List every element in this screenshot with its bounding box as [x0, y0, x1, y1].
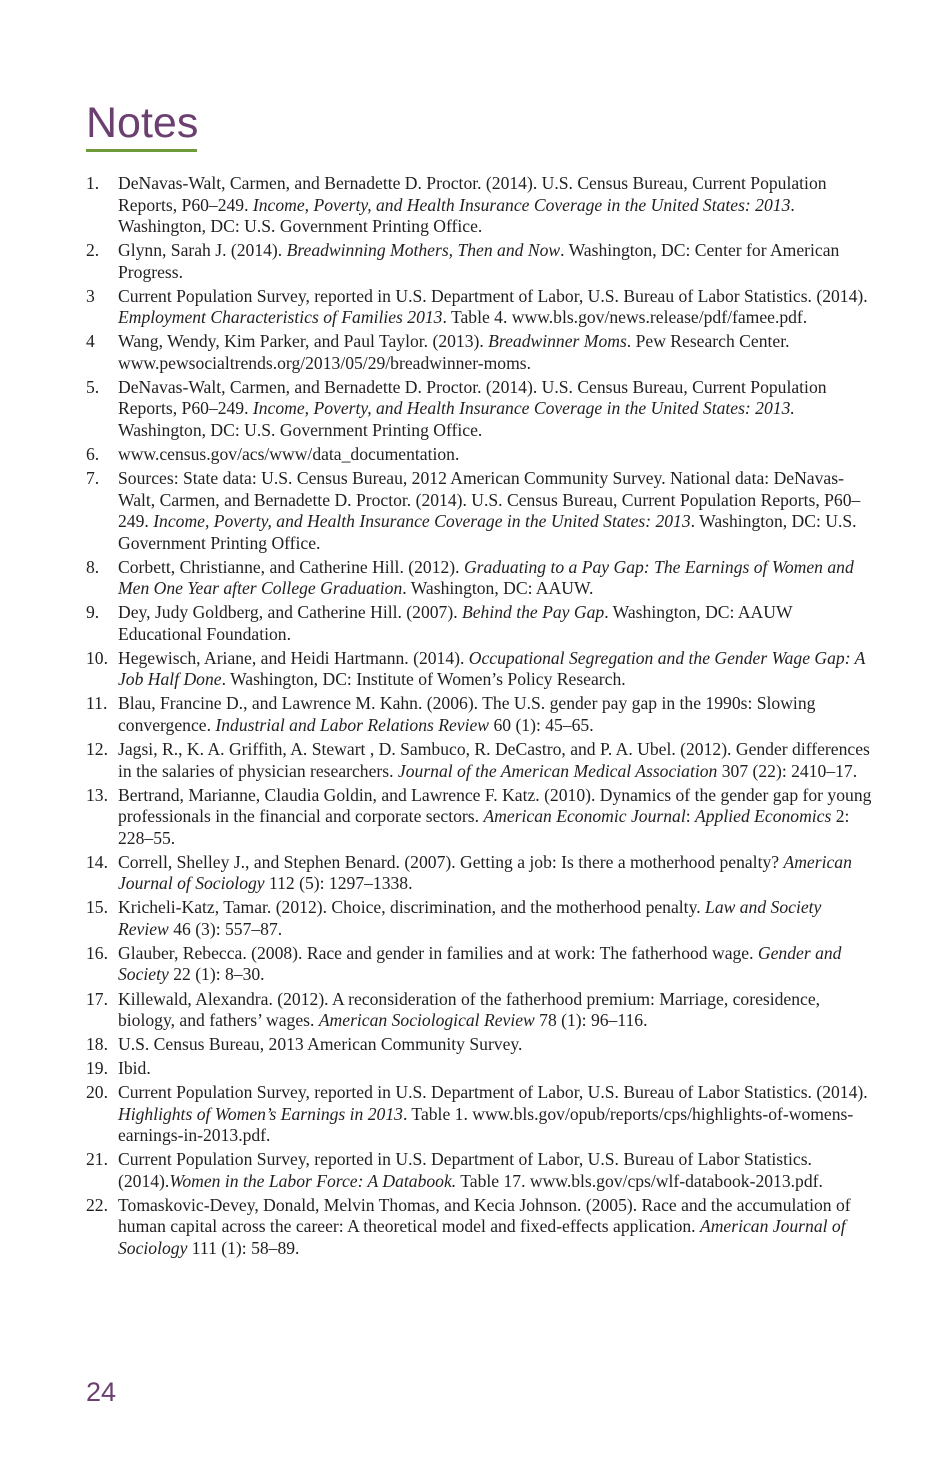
note-text-segment: Bertrand, Marianne, Claudia Goldin, and Lawrence F. Katz. (2010). Dynamics of the gender gap for young professionals in the financial and corporate sectors.: [118, 784, 872, 827]
note-number: 9.: [86, 602, 100, 623]
note-number: 12.: [86, 739, 108, 760]
note-text-segment: . Washington, DC: Institute of Women’s Policy Research.: [221, 669, 626, 690]
note-item: [86, 693, 876, 736]
note-text: [118, 377, 827, 440]
note-title-italic: Highlights of Women’s Earnings in 2013: [118, 1103, 403, 1124]
note-item: [86, 444, 876, 466]
note-number: 10.: [86, 647, 108, 668]
note-text: [118, 1058, 151, 1078]
note-text-segment: Sources: State data: U.S. Census Bureau, 2012 American Community Survey. National data: DeNavas-Walt, Carmen, and Bernadette D. Proctor. (2014). U.S. Census Bureau, Current Population Reports, P60–249.: [118, 468, 861, 532]
note-text: [118, 331, 790, 373]
note-text-segment: Current Population Survey, reported in U.S. Department of Labor, U.S. Bureau of Labor Statistics. (2014).: [118, 285, 868, 306]
note-text-segment: Tomaskovic-Devey, Donald, Melvin Thomas, and Kecia Johnson. (2005). Race and the accumulation of human capital across the career: A theoretical model and fixed-effects application.: [118, 1194, 851, 1237]
note-text-segment: Glynn, Sarah J. (2014).: [118, 240, 287, 261]
note-text-segment: . Washington, DC: Center for American Progress.: [118, 240, 840, 282]
note-text: [118, 648, 865, 690]
note-number: 4: [86, 331, 95, 352]
note-number: 16.: [86, 942, 108, 963]
note-text-segment: 112 (5): 1297–1338.: [264, 873, 413, 894]
note-text-segment: www.census.gov/acs/www/data_documentation.: [118, 443, 460, 464]
note-text-segment: Jagsi, R., K. A. Griffith, A. Stewart , D. Sambuco, R. DeCastro, and P. A. Ubel. (2012). Gender differences in the salaries of physician researchers.: [118, 739, 870, 781]
note-number: 11.: [86, 693, 108, 714]
note-text-segment: Dey, Judy Goldberg, and Catherine Hill. (2007).: [118, 602, 462, 623]
note-text-segment: 2: 228–55.: [118, 806, 850, 848]
note-title-italic: American Journal of Sociology: [118, 1216, 846, 1258]
note-text-segment: . Washington, DC: U.S. Government Printing Office.: [118, 511, 857, 553]
note-item: [86, 468, 876, 554]
note-text-segment: 46 (3): 557–87.: [168, 918, 283, 939]
note-text: [118, 739, 870, 781]
note-item: [86, 377, 876, 442]
note-text: [118, 1149, 823, 1191]
note-item: [86, 602, 876, 645]
note-text-segment: 22 (1): 8–30.: [168, 964, 265, 985]
note-text-segment: . Washington, DC: AAUW.: [402, 578, 594, 599]
note-text-segment: Hegewisch, Ariane, and Heidi Hartmann. (2014).: [118, 647, 469, 668]
note-number: 21.: [86, 1149, 108, 1170]
note-item: [86, 557, 876, 600]
note-text-segment: 307 (22): 2410–17.: [717, 760, 858, 781]
note-number: 14.: [86, 851, 108, 872]
note-text: [118, 173, 827, 236]
page-number: 24: [86, 1377, 117, 1407]
note-item: [86, 739, 876, 782]
note-title-italic: Behind the Pay Gap: [462, 602, 605, 623]
note-number: 6.: [86, 443, 100, 464]
note-text: [118, 943, 841, 985]
note-text-segment: Correll, Shelley J., and Stephen Benard. (2007). Getting a job: Is there a motherhood penalty?: [118, 851, 784, 872]
title-underline: [86, 149, 197, 152]
note-text-segment: U.S. Census Bureau, 2013 American Community Survey.: [118, 1034, 523, 1055]
note-number: 2.: [86, 240, 100, 261]
note-item: [86, 1034, 876, 1056]
note-number: 15.: [86, 897, 108, 918]
note-text-segment: DeNavas-Walt, Carmen, and Bernadette D. Proctor. (2014). U.S. Census Bureau, Current Population Reports, P60–249.: [118, 173, 827, 215]
note-item: [86, 1195, 876, 1260]
note-text-segment: Current Population Survey, reported in U.S. Department of Labor, U.S. Bureau of Labor Statistics. (2014).: [118, 1082, 868, 1103]
note-text-segment: Glauber, Rebecca. (2008). Race and gender in families and at work: The fatherhood wage.: [118, 942, 758, 963]
note-text-segment: Wang, Wendy, Kim Parker, and Paul Taylor. (2013).: [118, 331, 489, 352]
note-item: [86, 173, 876, 238]
note-text-segment: . Table 1. www.bls.gov/opub/reports/cps/highlights-of-womens-earnings-in-2013.pdf.: [118, 1103, 854, 1146]
note-text: [118, 897, 821, 939]
note-text-segment: . Table 4. www.bls.gov/news.release/pdf/famee.pdf.: [442, 307, 808, 328]
note-number: 20.: [86, 1082, 108, 1103]
note-text-segment: Washington, DC: U.S. Government Printing Office.: [118, 419, 483, 440]
note-title-italic: Employment Characteristics of Families 2013: [118, 307, 443, 328]
note-text: [118, 444, 459, 464]
note-text-segment: :: [685, 806, 696, 827]
note-title-italic: Law and Society Review: [118, 897, 822, 939]
note-item: [86, 943, 876, 986]
note-text: [118, 852, 852, 894]
note-text-segment: Current Population Survey, reported in U.S. Department of Labor, U.S. Bureau of Labor Statistics. (2014).: [118, 1149, 812, 1191]
note-title-italic: Women in the Labor Force: A Databook.: [169, 1170, 457, 1191]
note-title-italic: Gender and Society: [118, 942, 842, 985]
note-title-italic: American Journal of Sociology: [118, 851, 852, 894]
note-text-segment: Corbett, Christianne, and Catherine Hill. (2012).: [118, 556, 464, 577]
note-text-segment: . Washington, DC: AAUW Educational Foundation.: [118, 602, 793, 644]
note-text-segment: DeNavas-Walt, Carmen, and Bernadette D. Proctor. (2014). U.S. Census Bureau, Current Population Reports, P60–249.: [118, 376, 827, 419]
note-item: [86, 240, 876, 283]
note-text-segment: Killewald, Alexandra. (2012). A reconsideration of the fatherhood premium: Marriage, coresidence, biology, and fathers’ wages.: [118, 988, 821, 1030]
note-item: [86, 331, 876, 374]
note-number: 3: [86, 285, 95, 306]
note-title-italic: Income, Poverty, and Health Insurance Coverage in the United States: 2013: [153, 511, 691, 532]
page-title: Notes: [86, 99, 199, 147]
note-text: [118, 240, 839, 282]
note-text: [118, 468, 860, 553]
note-text-segment: Ibid.: [118, 1058, 151, 1079]
note-text: [118, 693, 815, 735]
note-title-italic: Graduating to a Pay Gap: The Earnings of Women and Men One Year after College Graduation: [118, 556, 854, 599]
note-item: [86, 785, 876, 850]
note-title-italic: Occupational Segregation and the Gender Wage Gap: A Job Half Done: [118, 647, 866, 690]
note-item: [86, 286, 876, 329]
note-number: 5.: [86, 376, 100, 397]
note-number: 8.: [86, 556, 100, 577]
note-title-italic: Income, Poverty, and Health Insurance Coverage in the United States: 2013: [252, 194, 791, 215]
note-number: 1.: [86, 173, 100, 193]
notes-list: [86, 173, 876, 1262]
note-text: [118, 989, 820, 1031]
note-item: [86, 852, 876, 895]
note-number: 17.: [86, 988, 108, 1009]
note-text-segment: . Washington, DC: U.S. Government Printing Office.: [118, 194, 795, 236]
note-text: [118, 286, 868, 328]
note-text-segment: 111 (1): 58–89.: [187, 1237, 300, 1258]
note-text: [118, 602, 792, 644]
note-item: [86, 1149, 876, 1192]
note-title-italic: Applied Economics: [695, 806, 832, 827]
note-text-segment: . Pew Research Center. www.pewsocialtrends.org/2013/05/29/breadwinner-moms.: [118, 331, 790, 373]
note-text: [118, 557, 854, 599]
note-title-italic: Breadwinning Mothers, Then and Now: [286, 240, 561, 261]
note-text-segment: Table 17. www.bls.gov/cps/wlf-databook-2013.pdf.: [456, 1170, 823, 1191]
note-number: 13.: [86, 784, 108, 805]
note-item: [86, 1082, 876, 1147]
note-number: 19.: [86, 1058, 108, 1079]
note-number: 22.: [86, 1194, 108, 1215]
note-text-segment: Kricheli-Katz, Tamar. (2012). Choice, discrimination, and the motherhood penalty.: [118, 897, 706, 918]
note-text-segment: 78 (1): 96–116.: [534, 1010, 648, 1030]
note-text: [118, 1195, 851, 1258]
note-item: [86, 1058, 876, 1080]
note-item: [86, 648, 876, 691]
note-text-segment: 60 (1): 45–65.: [489, 714, 594, 735]
note-number: 18.: [86, 1034, 108, 1055]
note-title-italic: Income, Poverty, and Health Insurance Coverage in the United States: 2013.: [252, 398, 795, 419]
note-text: [118, 1034, 522, 1054]
note-title-italic: American Economic Journal: [483, 806, 686, 827]
note-text: [118, 785, 871, 848]
note-text-segment: Blau, Francine D., and Lawrence M. Kahn. (2006). The U.S. gender pay gap in the 1990s: Slowing convergence.: [118, 693, 816, 735]
note-item: [86, 897, 876, 940]
note-item: [86, 989, 876, 1032]
note-number: 7.: [86, 468, 100, 489]
note-title-italic: Journal of the American Medical Association: [397, 760, 718, 781]
note-title-italic: Industrial and Labor Relations Review: [215, 714, 490, 735]
note-text: [118, 1082, 868, 1145]
note-title-italic: American Sociological Review: [318, 1010, 535, 1030]
note-title-italic: Breadwinner Moms: [488, 331, 627, 352]
